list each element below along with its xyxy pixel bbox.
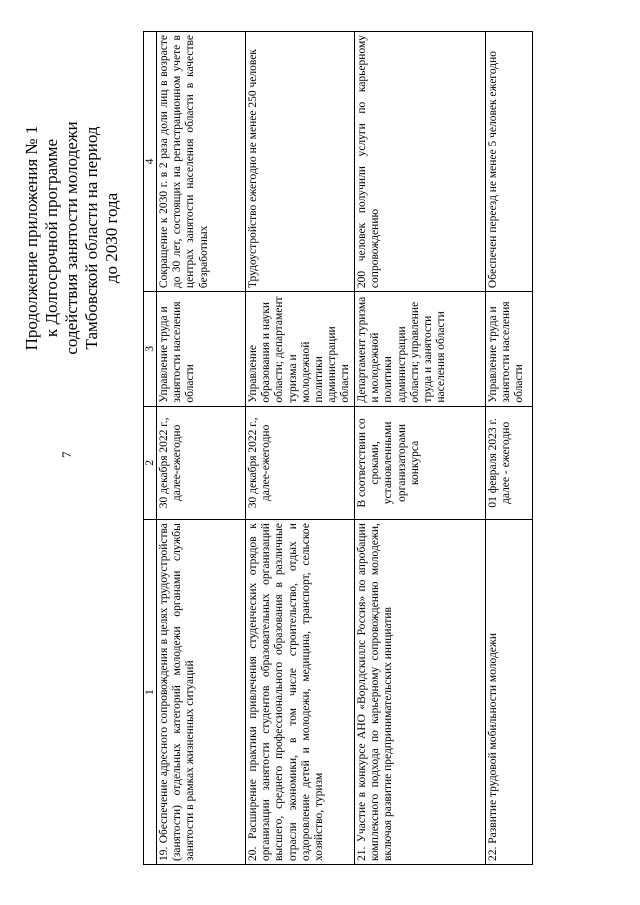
measure-cell: 19. Обеспечение адресного сопровождения в целях трудоустройства (занятости) отдельных категорий молодежи органами службы занятости в рамках жизненных ситуаций bbox=[157, 520, 246, 865]
header-line-1: Продолжение приложения № 1 bbox=[22, 125, 41, 351]
executor-cell: Управление труда и занятости населения области bbox=[157, 292, 246, 407]
result-cell: Сокращение к 2030 г. в 2 раза доли лиц в возрасте до 30 лет, состоящих на регистрационном учете в центрах занятости населения области в качестве безработных bbox=[157, 32, 246, 292]
measure-cell: 22. Развитие трудовой мобильности молодежи bbox=[486, 520, 533, 865]
table-row bbox=[355, 32, 486, 865]
deadline-cell: 01 февраля 2023 г. далее - ежегодно bbox=[486, 406, 533, 519]
header-line-5: до 2030 года bbox=[102, 192, 121, 284]
table-row bbox=[157, 32, 246, 865]
table-header-row bbox=[144, 32, 157, 865]
result-cell: Обеспечен переезд не менее 5 человек ежегодно bbox=[486, 32, 533, 292]
executor-cell: Управление труда и занятости населения области bbox=[486, 292, 533, 407]
measure-cell: 20. Расширение практики привлечения студенческих отрядов к организации занятости студентов образовательных организаций высшего, среднего профессионального образования в различные отрасли экономики, в том числе строительство, отдых и оздоровление детей и молодежи, медицина, транспорт, сельское хозяйство, туризм bbox=[246, 520, 355, 865]
header-line-4: Тамбовской области на период bbox=[82, 126, 101, 350]
header-line-2: к Долгосрочной программе bbox=[42, 138, 61, 338]
column-header-4: 4 bbox=[144, 32, 157, 292]
deadline-cell: 30 декабря 2022 г., далее-ежегодно bbox=[246, 406, 355, 519]
executor-cell: Департамент туризма и молодежной политики администрации области; управление труда и занятости населения области bbox=[355, 292, 486, 407]
appendix-header bbox=[22, 58, 122, 418]
executor-cell: Управление образования и науки области; департамент туризма и молодежной политики администрации области bbox=[246, 292, 355, 407]
measures-table bbox=[143, 31, 533, 865]
measure-cell: 21. Участие в конкурсе АНО «Ворлдскиллс Россия» по апробации комплексного подхода по карьерному сопровождению молодежи, включая развитие предпринимательских инициатив bbox=[355, 520, 486, 865]
deadline-cell: В соответствии со сроками, установленными организаторами конкурса bbox=[355, 406, 486, 519]
result-cell: 200 человек получили услуги по карьерному сопровождению bbox=[355, 32, 486, 292]
column-header-1: 1 bbox=[144, 520, 157, 865]
deadline-cell: 30 декабря 2022 г., далее-ежегодно bbox=[157, 406, 246, 519]
page-number: 7 bbox=[59, 451, 74, 458]
column-header-2: 2 bbox=[144, 406, 157, 519]
table-row bbox=[246, 32, 355, 865]
table-row bbox=[486, 32, 533, 865]
result-cell: Трудоустройство ежегодно не менее 250 человек bbox=[246, 32, 355, 292]
column-header-3: 3 bbox=[144, 292, 157, 407]
header-line-3: содействия занятости молодежи bbox=[62, 121, 81, 355]
